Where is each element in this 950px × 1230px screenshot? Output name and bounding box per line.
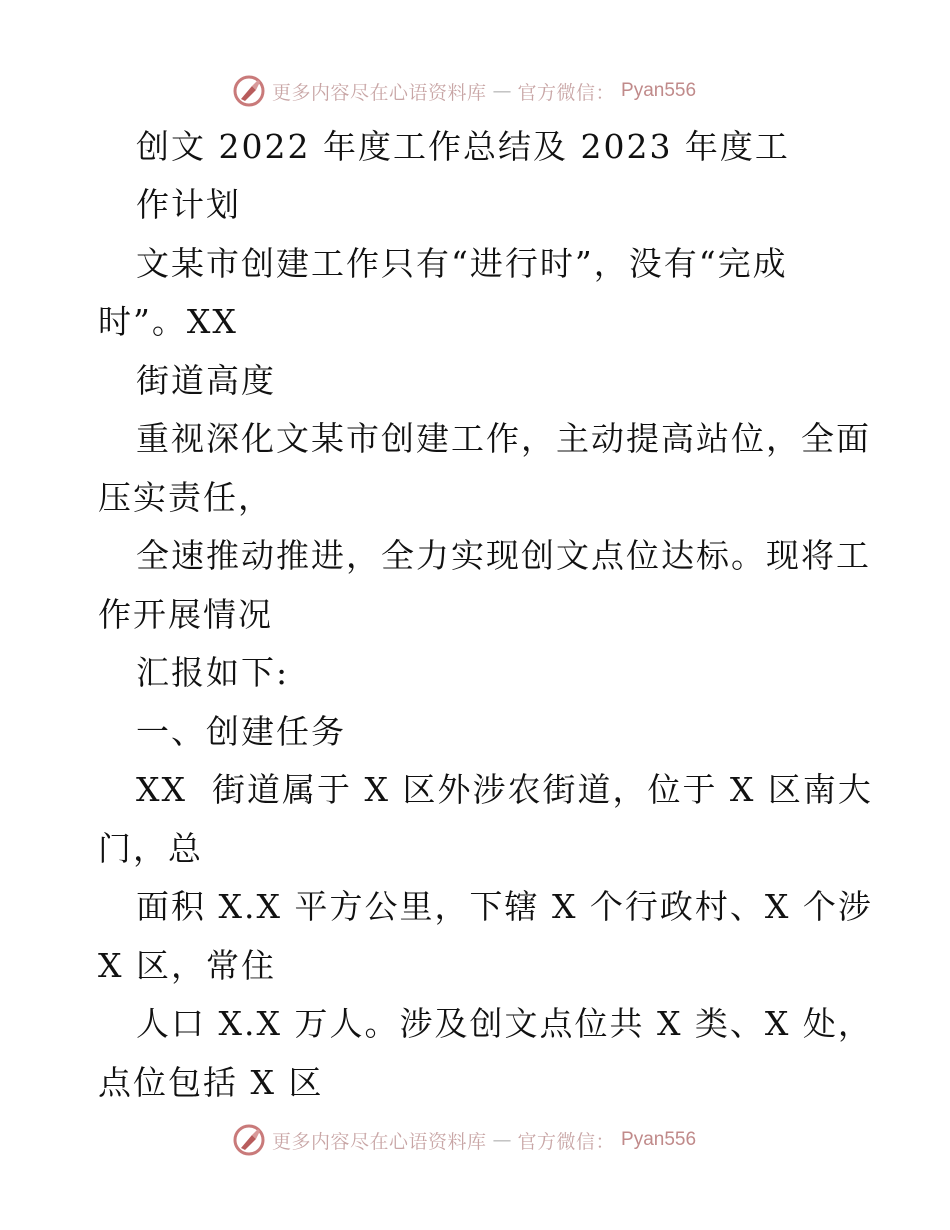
watermark-account: Pyan556 xyxy=(621,1129,697,1150)
watermark-separator: — xyxy=(492,1129,512,1151)
watermark-text: 更多内容尽在心语资料库 xyxy=(272,81,487,104)
pen-nib-circle-icon xyxy=(232,74,266,108)
doc-title-line-2: 作计划 xyxy=(136,185,241,224)
doc-line: 人口 X.X 万人。涉及创文点位共 X 类、X 处， xyxy=(136,1004,873,1043)
doc-line: 面积 X.X 平方公里，下辖 X 个行政村、X 个涉 xyxy=(136,887,873,926)
doc-line: 作开展情况 xyxy=(98,595,273,634)
doc-line: 压实责任， xyxy=(98,478,273,517)
doc-line: 文某市创建工作只有“进行时”，没有“完成 xyxy=(136,244,788,283)
doc-line: 全速推动推进，全力实现创文点位达标。现将工 xyxy=(136,536,871,575)
header-watermark xyxy=(232,71,696,111)
pen-nib-circle-icon xyxy=(232,1123,266,1157)
watermark-account: Pyan556 xyxy=(621,80,697,101)
doc-line: XX 街道属于 X 区外涉农街道，位于 X 区南大 xyxy=(136,770,873,809)
doc-line: 点位包括 X 区 xyxy=(98,1063,324,1102)
doc-line: X 区，常住 xyxy=(98,946,276,985)
doc-line: 时”。XX xyxy=(98,302,238,341)
watermark-text: 更多内容尽在心语资料库 xyxy=(272,1130,487,1153)
doc-line: 门，总 xyxy=(98,829,203,868)
section-heading: 一、创建任务 xyxy=(136,712,346,751)
watermark-separator: — xyxy=(492,80,512,102)
doc-line: 汇报如下: xyxy=(136,653,290,692)
watermark-suffix: 官方微信： xyxy=(517,1130,616,1153)
watermark-suffix: 官方微信： xyxy=(517,81,616,104)
footer-watermark xyxy=(232,1120,696,1160)
doc-line: 重视深化文某市创建工作，主动提高站位，全面 xyxy=(136,419,871,458)
doc-title-line-1: 创文 2022 年度工作总结及 2023 年度工 xyxy=(136,127,790,166)
doc-line: 街道高度 xyxy=(136,361,276,400)
